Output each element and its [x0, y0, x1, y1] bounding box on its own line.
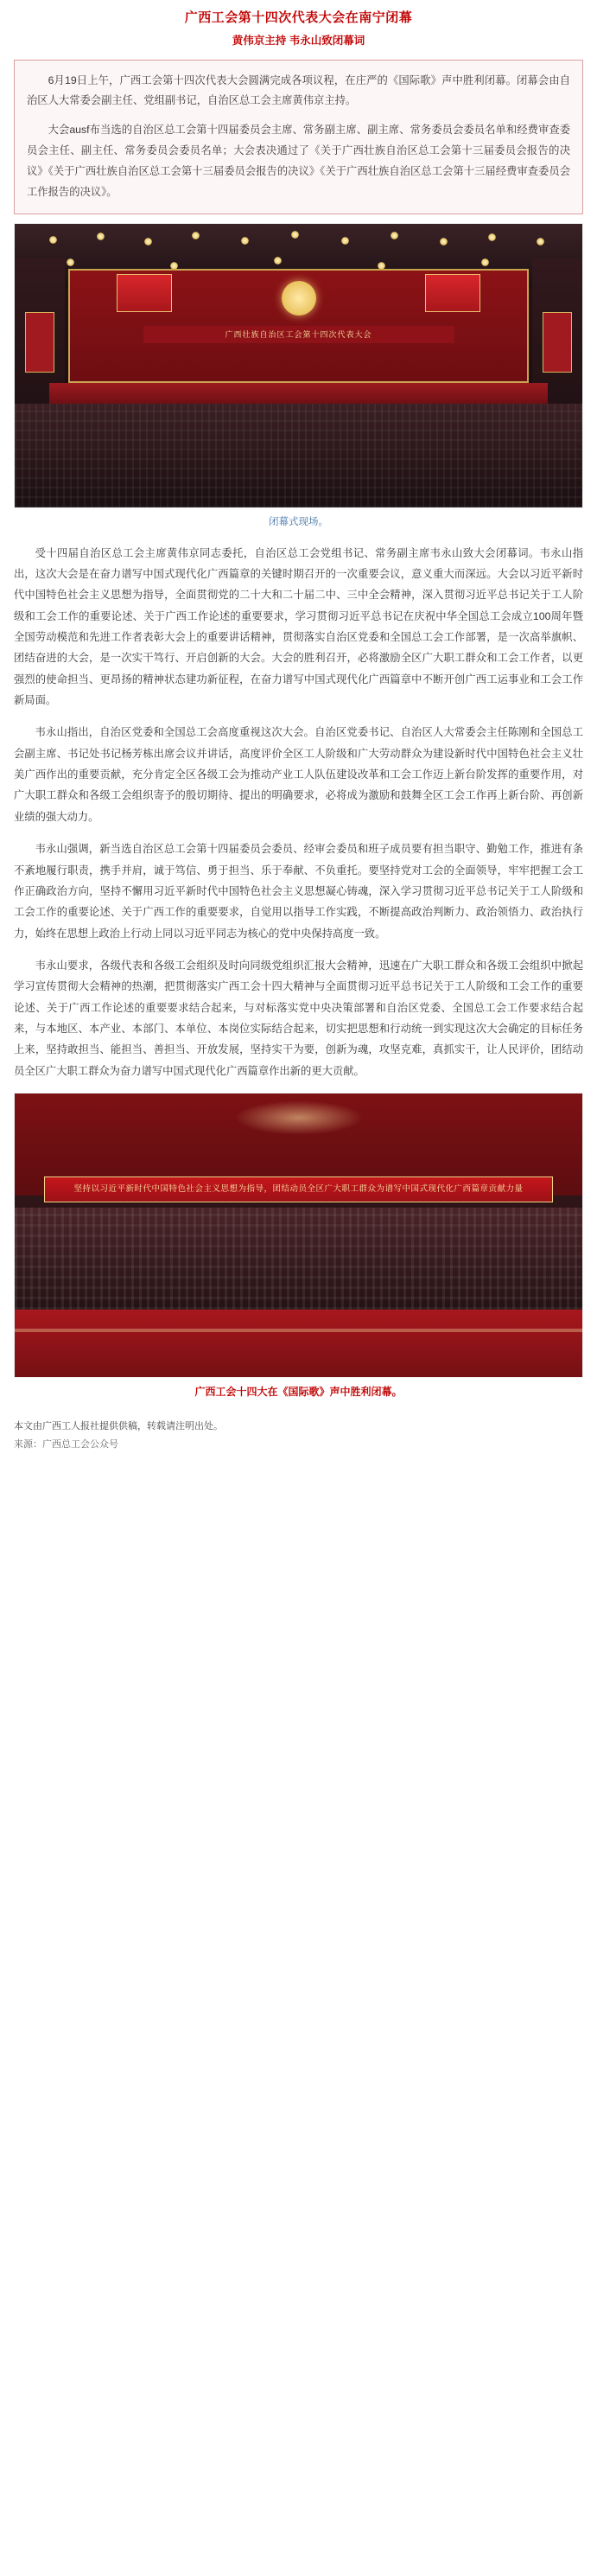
red-flag-right — [425, 274, 480, 312]
national-emblem-icon — [282, 281, 316, 316]
lead-paragraph: 大会ausf布当选的自治区总工会第十四届委员会主席、常务副主席、副主席、常务委员会委员名单和经费审查委员会主任、副主任、常务委员会委员名单；大会表决通过了《关于广西壮族自治区总工会第十三届委员会报告的决议》《关于广西壮族自治区总工会第十三届委员会报告的决议》《关于广西壮族自治区总工会第十三届经费审查委员会工作报告的决议》。 — [27, 124, 570, 199]
title-block — [0, 0, 597, 53]
body-paragraph: 韦永山强调，新当选自治区总工会第十四届委员会委员、经审会委员和班子成员要有担当职守、勤勉工作，推进有条不紊地履行职责，携手并肩，诚于笃信、勇于担当、乐于奉献、不负重托。要坚持党对工会的全面领导，牢牢把握工会工作正确政治方向，坚持不懈用习近平新时代中国特色社会主义思想凝心铸魂，深入学习贯彻习近平总书记关于工人阶级和工会工作的重要论述、关于广西工作的重要要求，自觉用以指导工作实践，不断提高政治判断力、政治领悟力、政治执行力，始终在思想上政治上行动上同以习近平同志为核心的党中央保持高度一致。 — [14, 843, 583, 940]
stage-floor — [49, 383, 548, 404]
body-paragraph: 韦永山要求，各级代表和各级工会组织及时向同级党组织汇报大会精神，迅速在广大职工群众和各级工会组织中掀起学习宣传贯彻大会精神的热潮，把贯彻落实广西工会十四大精神与全面贯彻习近平总书记关于工人阶级和工会工作的重要论述、关于广西工作论述的重要要求结合起来，与对标落实党中央决策部署和自治区党委、全国总工会工作要求结合起来，与本地区、本产业、本部门、本单位、本岗位实际结合起来，切实把思想和行动统一到实现这次大会确定的目标任务上来，坚持敢担当、能担当、善担当、开放发展，坚持实干为要，创新为魂，攻坚克难，真抓实干，让人民评价，团结动员全区广大职工群众为奋力谱写中国式现代化广西篇章作出新的更大贡献。 — [14, 959, 583, 1077]
lead-summary-box — [14, 60, 583, 215]
lead-paragraph: 6月19日上午，广西工会第十四次代表大会圆满完成各项议程，在庄严的《国际歌》声中胜利闭幕。闭幕会由自治区人大常委会副主任、党组副书记，自治区总工会主席黄伟京主持。 — [27, 73, 570, 107]
footer-source: 来源：广西总工会公众号 — [14, 1439, 118, 1451]
closing-banner-text: 坚持以习近平新时代中国特色社会主义思想为指导，团结动员全区广大职工群众为谱写中国式现代化广西篇章贡献力量 — [44, 1176, 553, 1202]
delegates-crowd — [15, 1208, 582, 1310]
figure2-caption: 广西工会十四大在《国际歌》声中胜利闭幕。 — [194, 1385, 403, 1398]
page-subtitle: 黄伟京主持 韦永山致闭幕词 — [232, 34, 365, 47]
body-paragraph: 韦永山指出，自治区党委和全国总工会高度重视这次大会。自治区党委书记、自治区人大常委会主任陈刚和全国总工会副主席、书记处书记杨芳栋出席会议并讲话，高度评价全区工人阶级和广大劳动群众为建设新时代中国特色社会主义壮美广西作出的重要贡献，充分肯定全区各级工会为推动产业工人队伍建设改革和工会工作迈上新台阶发挥的重要作用，对广大职工群众和各级工会组织寄予的殷切期待、提出的明确要求，必将成为激励和鼓舞全区工会工作再上新台阶、再创新业绩的强大动力。 — [14, 726, 583, 823]
footer-credit: 本文由广西工人报社提供供稿，转载请注明出处。 — [14, 1421, 223, 1432]
photo-conference-hall — [14, 223, 583, 508]
figure-closing-ceremony — [14, 1093, 583, 1409]
stage-light-glow — [234, 1100, 364, 1135]
article-footer — [0, 1411, 597, 1457]
figure-conference-hall — [14, 223, 583, 539]
page-title: 广西工会第十四次代表大会在南宁闭幕 — [184, 10, 413, 25]
red-flag-left — [117, 274, 172, 312]
photo-closing-ceremony — [14, 1093, 583, 1378]
front-desk-row — [15, 1310, 582, 1377]
figure1-caption: 闭幕式现场。 — [269, 517, 328, 528]
article-body — [0, 541, 597, 1081]
body-paragraph: 受十四届自治区总工会主席黄伟京同志委托，自治区总工会党组书记、常务副主席韦永山致大会闭幕词。韦永山指出，这次大会是在奋力谱写中国式现代化广西篇章的关键时期召开的一次重要会议，意义重大而深远。大会以习近平新时代中国特色社会主义思想为指导，全面贯彻党的二十大和二十届二中、三中全会精神，深入贯彻习近平总书记关于工人阶级和工会工作的重要论述、关于广西工作论述的重要要求，学习贯彻习近平总书记在庆祝中华全国总工会成立100周年暨全国劳动模范和先进工作者表彰大会上的重要讲话精神，贯彻落实自治区党委和全国总工会工作部署，是一次高举旗帜、团结奋进的大会，是一次实干笃行、开启创新的大会。大会的胜利召开，必将激励全区广大职工群众和工会工作者，以更强烈的使命担当、更昂扬的精神状态建功新征程，在奋力谱写中国式现代化广西篇章中不断开创广西工运事业和工会工作新局面。 — [14, 546, 583, 707]
audience-seating — [15, 404, 582, 507]
stage-banner-text: 广西壮族自治区工会第十四次代表大会 — [143, 326, 454, 343]
